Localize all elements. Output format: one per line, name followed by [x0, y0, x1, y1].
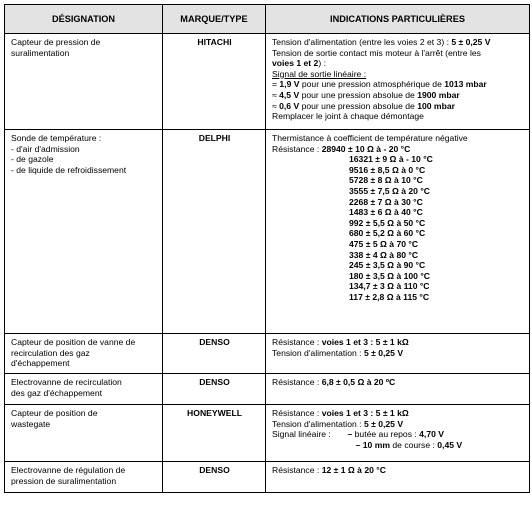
designation-line: recirculation des gaz — [11, 347, 90, 358]
resistance-label: Résistance : — [272, 143, 322, 154]
indications-cell — [266, 334, 530, 374]
resistance-value — [272, 144, 524, 155]
designation-cell — [5, 130, 163, 334]
table-row — [5, 34, 530, 130]
designation-line: Capteur de position de — [11, 408, 98, 418]
indications-cell — [266, 462, 530, 493]
resistance-value — [272, 271, 524, 282]
table-row — [5, 130, 530, 334]
brand-cell: DENSO — [163, 462, 266, 493]
indication-line: voies 1 et 2) : — [272, 58, 326, 69]
designation-line: suralimentation — [11, 47, 70, 58]
indication-line: – 10 mm de course : 0,45 V — [355, 439, 463, 450]
resistance-text: 3555 ± 7,5 Ω à 20 °C — [349, 185, 430, 196]
specifications-table — [4, 4, 530, 493]
indication-line: Signal de sortie linéaire : — [272, 68, 367, 79]
resistance-value — [272, 239, 524, 250]
designation-line: Sonde de température : — [11, 133, 102, 143]
header-marque: MARQUE/TYPE — [163, 5, 266, 34]
indication-line: Signal linéaire : – butée au repos : 4,70 V — [272, 429, 445, 440]
resistance-list — [272, 144, 524, 303]
designation-line: wastegate — [11, 418, 51, 429]
resistance-value — [272, 250, 524, 261]
resistance-text: 992 ± 5,5 Ω à 50 °C — [349, 217, 426, 228]
resistance-value — [272, 175, 524, 186]
designation-line: Electrovanne de régulation de — [11, 465, 126, 475]
designation-cell — [5, 405, 163, 462]
brand-cell: DELPHI — [163, 130, 266, 334]
indication-line: Tension d'alimentation : 5 ± 0,25 V — [272, 347, 404, 358]
table-row — [5, 462, 530, 493]
resistance-text: 5728 ± 8 Ω à 10 °C — [349, 175, 423, 186]
resistance-text: 338 ± 4 Ω à 80 °C — [349, 249, 419, 260]
designation-line: Capteur de position de vanne de — [11, 337, 136, 347]
indication-line: Tension d'alimentation (entre les voies 2 et 3) : 5 ± 0,25 V — [272, 37, 491, 47]
indications-cell — [266, 374, 530, 405]
resistance-text: 117 ± 2,8 Ω à 115 °C — [349, 291, 430, 302]
designation-line: - de liquide de refroidissement — [11, 164, 127, 175]
indication-line: Tension de sortie contact mis moteur à l'arrêt (entre les — [272, 47, 481, 58]
table-row — [5, 374, 530, 405]
designation-line: des gaz d'échappement — [11, 387, 102, 398]
indication-line: Résistance : 12 ± 1 Ω à 20 °C — [272, 465, 386, 475]
resistance-value — [272, 186, 524, 197]
designation-line: Capteur de pression de — [11, 37, 101, 47]
indications-cell — [266, 405, 530, 462]
designation-cell — [5, 34, 163, 130]
designation-cell — [5, 374, 163, 405]
resistance-text: 475 ± 5 Ω à 70 °C — [349, 238, 419, 249]
table-row — [5, 405, 530, 462]
resistance-text: 245 ± 3,5 Ω à 90 °C — [349, 260, 426, 271]
resistance-value — [272, 218, 524, 229]
indication-line: Résistance : voies 1 et 3 : 5 ± 1 kΩ — [272, 337, 409, 347]
brand-cell: DENSO — [163, 334, 266, 374]
indication-line: ≈ 0,6 V pour une pression absolue de 100 mbar — [272, 100, 455, 111]
resistance-text: 1483 ± 6 Ω à 40 °C — [349, 207, 423, 218]
resistance-value — [272, 292, 524, 303]
resistance-value — [272, 281, 524, 292]
designation-line: pression de suralimentation — [11, 475, 117, 486]
resistance-value — [272, 165, 524, 176]
designation-line: - de gazole — [11, 154, 54, 165]
header-designation: DÉSIGNATION — [5, 5, 163, 34]
designation-line: Electrovanne de recirculation — [11, 377, 122, 387]
designation-cell — [5, 462, 163, 493]
designation-line: d'échappement — [11, 358, 70, 369]
indications-cell — [266, 130, 530, 334]
resistance-text: 16321 ± 9 Ω à - 10 °C — [349, 154, 433, 165]
resistance-text: 28940 ± 10 Ω à - 20 °C — [321, 143, 411, 154]
designation-line: - d'air d'admission — [11, 143, 80, 154]
resistance-text: 2268 ± 7 Ω à 30 °C — [349, 196, 423, 207]
indication-line: = 1,9 V pour une pression atmosphérique de 1013 mbar — [272, 79, 487, 90]
brand-cell: DENSO — [163, 374, 266, 405]
resistance-value — [272, 154, 524, 165]
indication-line: Remplacer le joint à chaque démontage — [272, 111, 424, 122]
indication-line: Tension d'alimentation : 5 ± 0,25 V — [272, 418, 404, 429]
resistance-text: 9516 ± 8,5 Ω à 0 °C — [349, 164, 426, 175]
brand-cell: HONEYWELL — [163, 405, 266, 462]
indication-line: ≈ 4,5 V pour une pression absolue de 1900 mbar — [272, 89, 460, 100]
resistance-text: 134,7 ± 3 Ω à 110 °C — [349, 281, 430, 292]
header-row — [5, 5, 530, 34]
brand-cell: HITACHI — [163, 34, 266, 130]
resistance-value — [272, 228, 524, 239]
header-indications: INDICATIONS PARTICULIÈRES — [266, 5, 530, 34]
resistance-text: 680 ± 5,2 Ω à 60 °C — [349, 228, 426, 239]
indication-line: Résistance : 6,8 ± 0,5 Ω à 20 ºC — [272, 377, 396, 387]
table-row — [5, 334, 530, 374]
resistance-value — [272, 197, 524, 208]
resistance-text: 180 ± 3,5 Ω à 100 °C — [349, 270, 430, 281]
designation-cell — [5, 334, 163, 374]
indication-line: Résistance : voies 1 et 3 : 5 ± 1 kΩ — [272, 408, 409, 418]
indications-cell — [266, 34, 530, 130]
resistance-value — [272, 260, 524, 271]
indication-line: Thermistance à coefficient de température négative — [272, 133, 468, 143]
resistance-value — [272, 207, 524, 218]
